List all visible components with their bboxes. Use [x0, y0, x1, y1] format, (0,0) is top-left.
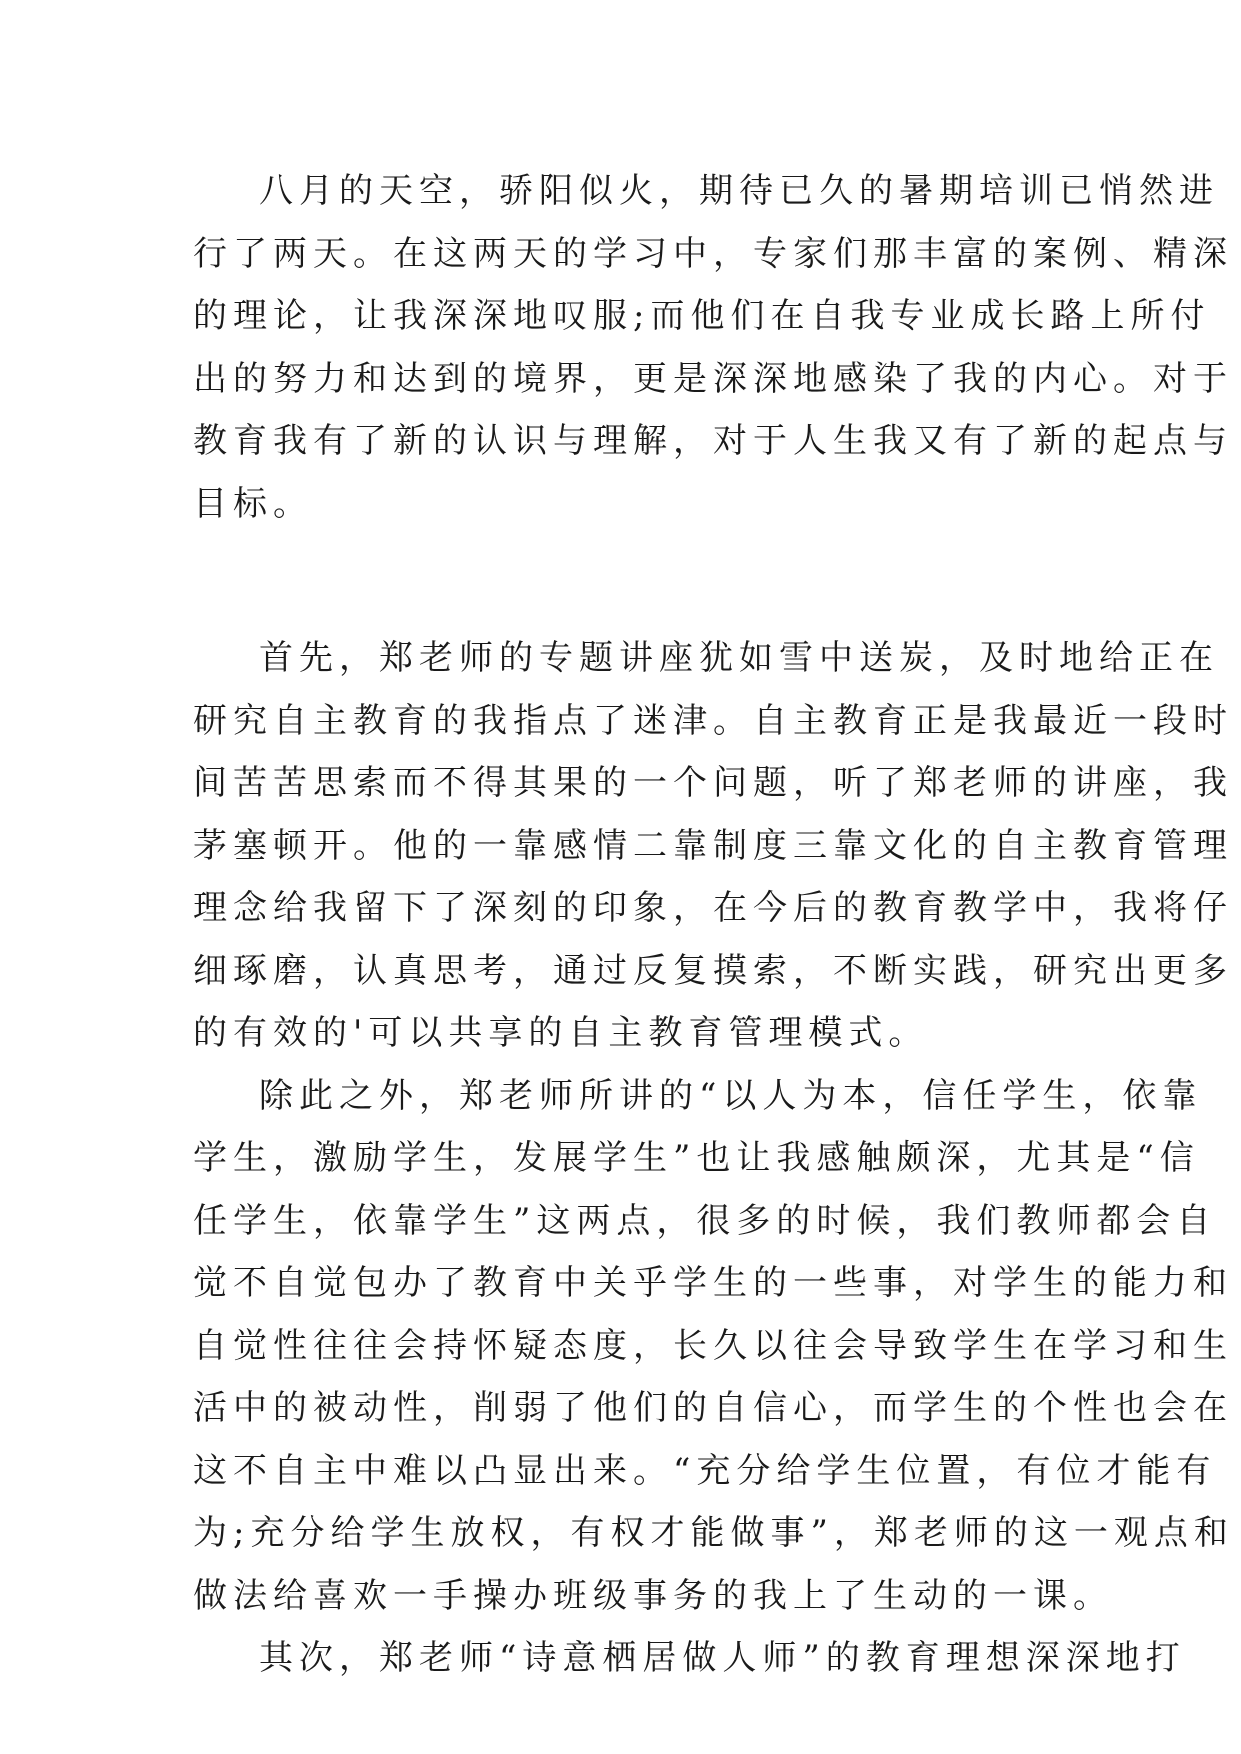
text-line: 首先，郑老师的专题讲座犹如雪中送炭，及时地给正在 [259, 638, 1219, 678]
text-line: 教育我有了新的认识与理解，对于人生我又有了新的起点与 [193, 421, 1233, 461]
text-line: 茅塞顿开。他的一靠感情二靠制度三靠文化的自主教育管理 [193, 825, 1233, 866]
text-line: 自觉性往往会持怀疑态度，长久以往会导致学生在学习和生 [193, 1325, 1233, 1366]
text-line: 八月的天空，骄阳似火，期待已久的暑期培训已悄然进 [259, 171, 1219, 211]
text-line: 行了两天。在这两天的学习中，专家们那丰富的案例、精深 [193, 233, 1233, 274]
document-body [193, 160, 1234, 1690]
text-line: 的有效的'可以共享的自主教育管理模式。 [193, 1013, 929, 1053]
text-line: 理念给我留下了深刻的印象，在今后的教育教学中，我将仔 [193, 888, 1233, 928]
text-line: 目标。 [193, 483, 313, 524]
paragraph-additional-point [193, 1065, 1234, 1628]
paragraph-second-point [193, 1627, 1186, 1690]
text-line: 学生，激励学生，发展学生”也让我感触颇深，尤其是“信 [193, 1138, 1200, 1178]
text-line: 为;充分给学生放权，有权才能做事”，郑老师的这一观点和 [193, 1513, 1234, 1553]
text-line: 这不自主中难以凸显出来。“充分给学生位置，有位才能有 [193, 1450, 1217, 1491]
text-line: 研究自主教育的我指点了迷津。自主教育正是我最近一段时 [193, 700, 1233, 741]
paragraph-opening [193, 160, 1233, 535]
text-line: 细琢磨，认真思考，通过反复摸索，不断实践，研究出更多 [193, 950, 1233, 991]
text-line: 除此之外，郑老师所讲的“以人为本，信任学生，依靠 [259, 1075, 1203, 1116]
paragraph-gap [193, 535, 1053, 627]
text-line: 活中的被动性，削弱了他们的自信心，而学生的个性也会在 [193, 1388, 1233, 1428]
text-line: 间苦苦思索而不得其果的一个问题，听了郑老师的讲座，我 [193, 763, 1233, 803]
paragraph-first-point [193, 627, 1233, 1065]
text-line: 的理论，让我深深地叹服;而他们在自我专业成长路上所付 [193, 296, 1211, 336]
text-line: 出的努力和达到的境界，更是深深地感染了我的内心。对于 [193, 358, 1233, 399]
text-line: 觉不自觉包办了教育中关乎学生的一些事，对学生的能力和 [193, 1263, 1233, 1303]
text-line: 任学生，依靠学生”这两点，很多的时候，我们教师都会自 [193, 1200, 1217, 1241]
text-line: 其次，郑老师“诗意栖居做人师”的教育理想深深地打 [259, 1638, 1186, 1678]
text-line: 做法给喜欢一手操办班级事务的我上了生动的一课。 [193, 1575, 1113, 1616]
